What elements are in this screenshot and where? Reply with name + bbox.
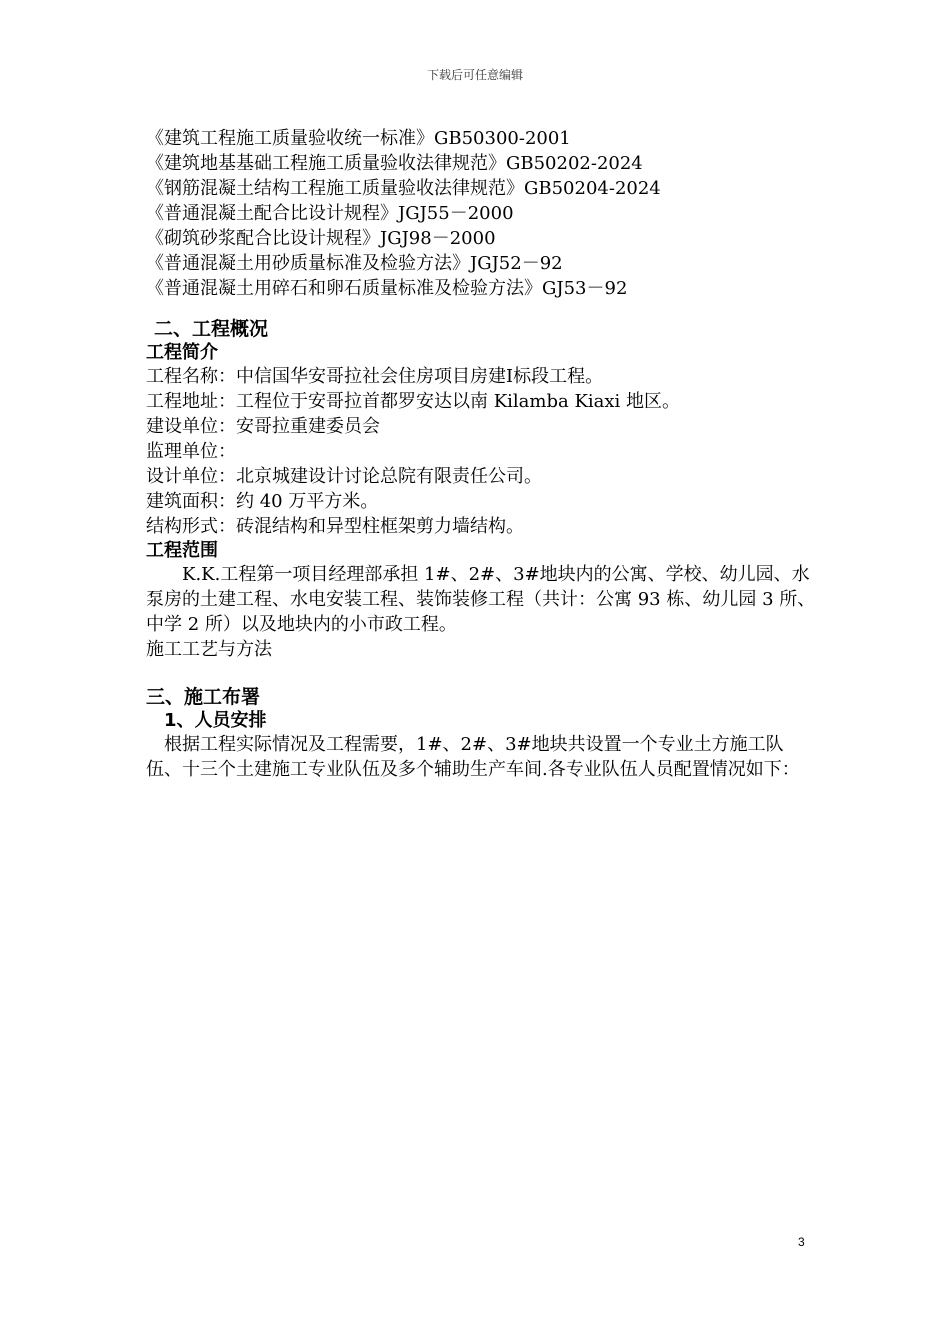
supervision-unit: 监理单位： [146, 441, 236, 462]
project-address: 工程地址：工程位于安哥拉首都罗安达以南 Kilamba Kiaxi 地区。 [146, 391, 681, 412]
page-header: 下载后可任意编辑 [426, 68, 523, 82]
standard-item: 《普通混凝土配合比设计规程》JGJ55－2000 [146, 203, 514, 224]
standard-item: 《普通混凝土用碎石和卵石质量标准及检验方法》GJ53－92 [146, 278, 628, 299]
subheading-project-intro: 工程简介 [146, 342, 218, 363]
subheading-project-scope: 工程范围 [146, 540, 218, 561]
project-scope-paragraph: K.K.工程第一项目经理部承担 1#、2#、3#地块内的公寓、学校、幼儿园、水泵房的土建工程、水电安装工程、装饰装修工程（共计：公寓 93 栋、幼儿园 3 所、中学 2 所）以及地块内的小市政工程。 [146, 564, 816, 635]
section-heading-deployment: 三、施工布署 [146, 686, 261, 708]
structure-type: 结构形式：砖混结构和异型柱框架剪力墙结构。 [146, 516, 524, 537]
standards-list [146, 126, 816, 301]
standard-item: 《普通混凝土用砂质量标准及检验方法》JGJ52－92 [146, 253, 563, 274]
standard-item: 《建筑工程施工质量验收统一标准》GB50300-2001 [146, 128, 571, 149]
document-body [146, 126, 816, 782]
section-heading-overview: 二、工程概况 [154, 318, 269, 340]
project-name: 工程名称：中信国华安哥拉社会住房项目房建Ⅰ标段工程。 [146, 366, 604, 387]
standard-item: 《钢筋混凝土结构工程施工质量验收法律规范》GB50204-2024 [146, 178, 661, 199]
client-unit: 建设单位：安哥拉重建委员会 [146, 416, 380, 437]
standard-item: 《砌筑砂浆配合比设计规程》JGJ98－2000 [146, 228, 496, 249]
design-unit: 设计单位：北京城建设计讨论总院有限责任公司。 [146, 466, 542, 487]
construction-method-label: 施工工艺与方法 [146, 639, 272, 660]
subheading-staffing: 1、人员安排 [164, 710, 267, 731]
staffing-paragraph: 根据工程实际情况及工程需要，1#、2#、3#地块共设置一个专业土方施工队伍、十三个土建施工专业队伍及多个辅助生产车间.各专业队伍人员配置情况如下： [146, 734, 800, 780]
building-area: 建筑面积：约 40 万平方米。 [146, 491, 379, 512]
project-info-list [146, 364, 816, 539]
standard-item: 《建筑地基基础工程施工质量验收法律规范》GB50202-2024 [146, 153, 643, 174]
page-number: 3 [798, 1235, 805, 1249]
